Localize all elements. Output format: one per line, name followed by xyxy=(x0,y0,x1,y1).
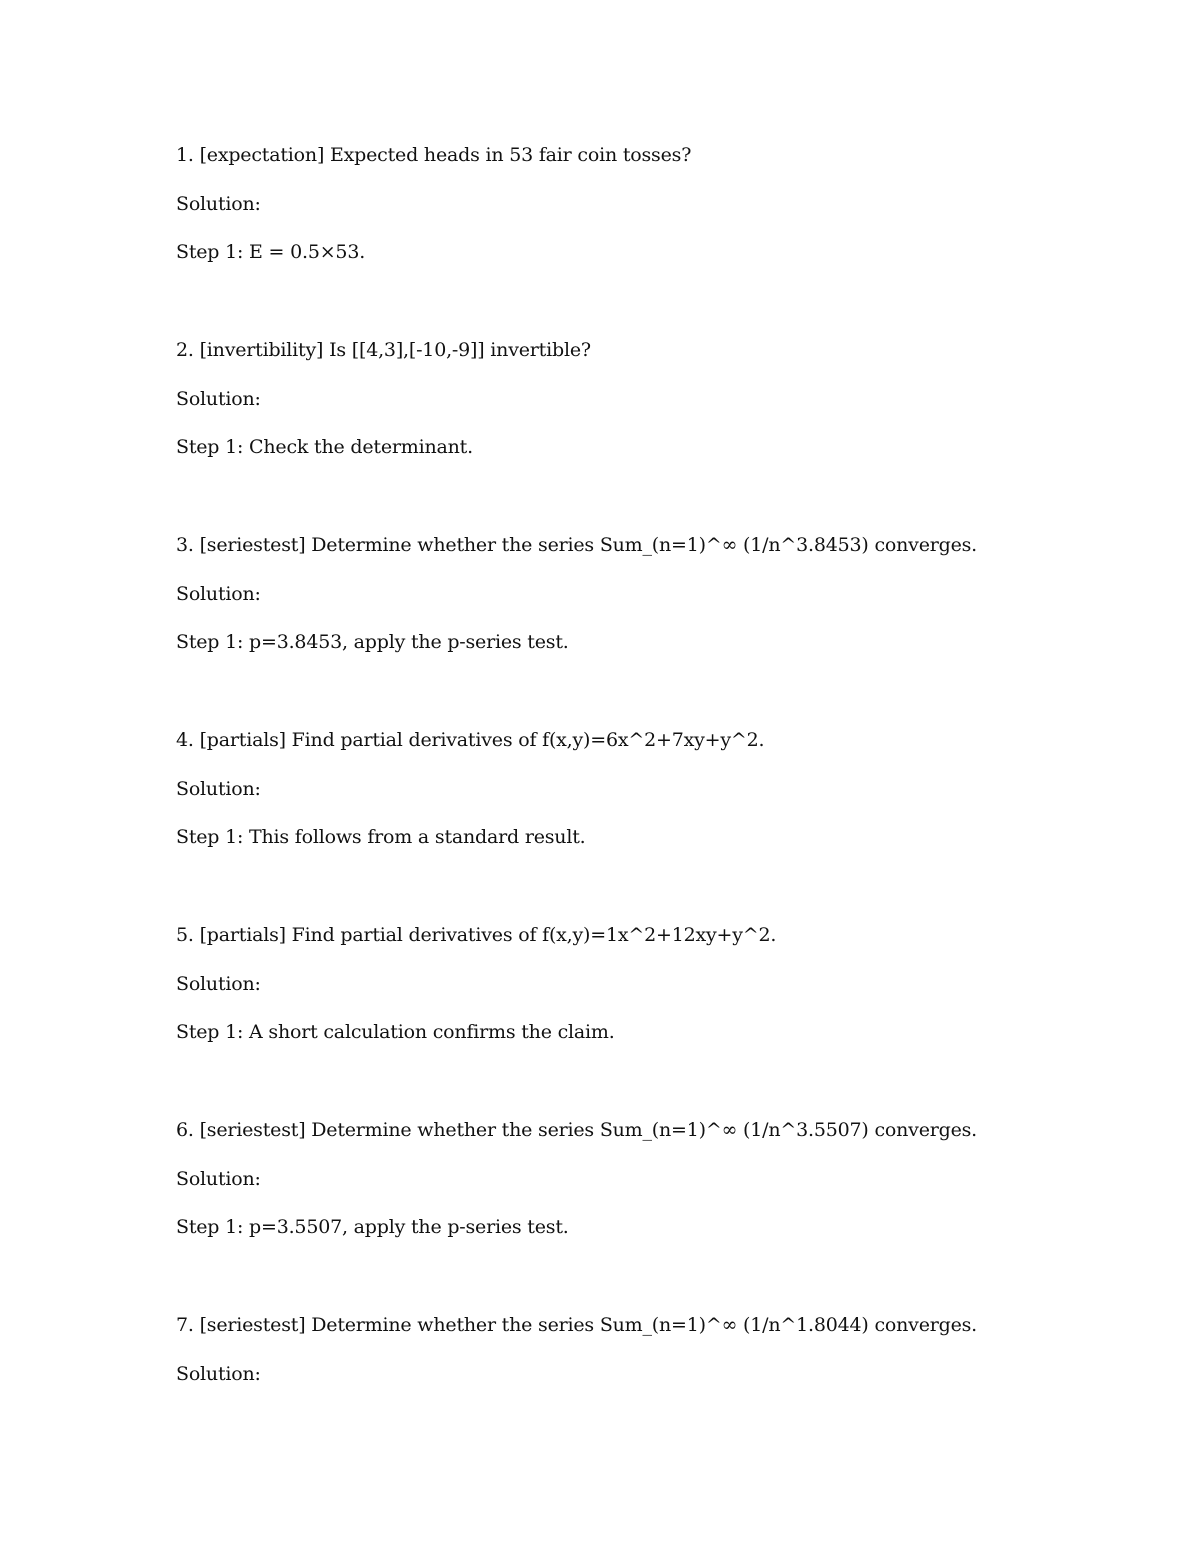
problem-6 xyxy=(176,1111,1076,1306)
problem-2 xyxy=(176,331,1076,526)
solution-step: Step 1: This follows from a standard result. xyxy=(176,826,586,848)
problem-1 xyxy=(176,136,1076,331)
solution-step: Step 1: p=3.5507, apply the p-series test. xyxy=(176,1216,569,1238)
problem-7 xyxy=(176,1306,1076,1501)
solution-label: Solution: xyxy=(176,1168,261,1190)
problem-question: 3. [seriestest] Determine whether the series Sum_(n=1)^∞ (1/n^3.8453) converges. xyxy=(176,534,978,556)
problem-question: 2. [invertibility] Is [[4,3],[-10,-9]] invertible? xyxy=(176,339,591,361)
problem-question: 1. [expectation] Expected heads in 53 fair coin tosses? xyxy=(176,144,692,166)
problem-5 xyxy=(176,916,1076,1111)
solution-label: Solution: xyxy=(176,973,261,995)
solution-label: Solution: xyxy=(176,583,261,605)
problem-question: 4. [partials] Find partial derivatives of f(x,y)=6x^2+7xy+y^2. xyxy=(176,729,765,751)
problem-question: 7. [seriestest] Determine whether the series Sum_(n=1)^∞ (1/n^1.8044) converges. xyxy=(176,1314,978,1336)
solution-step: Step 1: Check the determinant. xyxy=(176,436,473,458)
solution-step: Step 1: E = 0.5×53. xyxy=(176,241,366,263)
solution-label: Solution: xyxy=(176,388,261,410)
solution-label: Solution: xyxy=(176,193,261,215)
solution-label: Solution: xyxy=(176,778,261,800)
problem-list xyxy=(176,136,1076,1501)
solution-step: Step 1: p=3.8453, apply the p-series test. xyxy=(176,631,569,653)
solution-label: Solution: xyxy=(176,1363,261,1385)
problem-question: 6. [seriestest] Determine whether the series Sum_(n=1)^∞ (1/n^3.5507) converges. xyxy=(176,1119,978,1141)
problem-4 xyxy=(176,721,1076,916)
solution-step: Step 1: A short calculation confirms the claim. xyxy=(176,1021,615,1043)
problem-question: 5. [partials] Find partial derivatives of f(x,y)=1x^2+12xy+y^2. xyxy=(176,924,777,946)
problem-3 xyxy=(176,526,1076,721)
